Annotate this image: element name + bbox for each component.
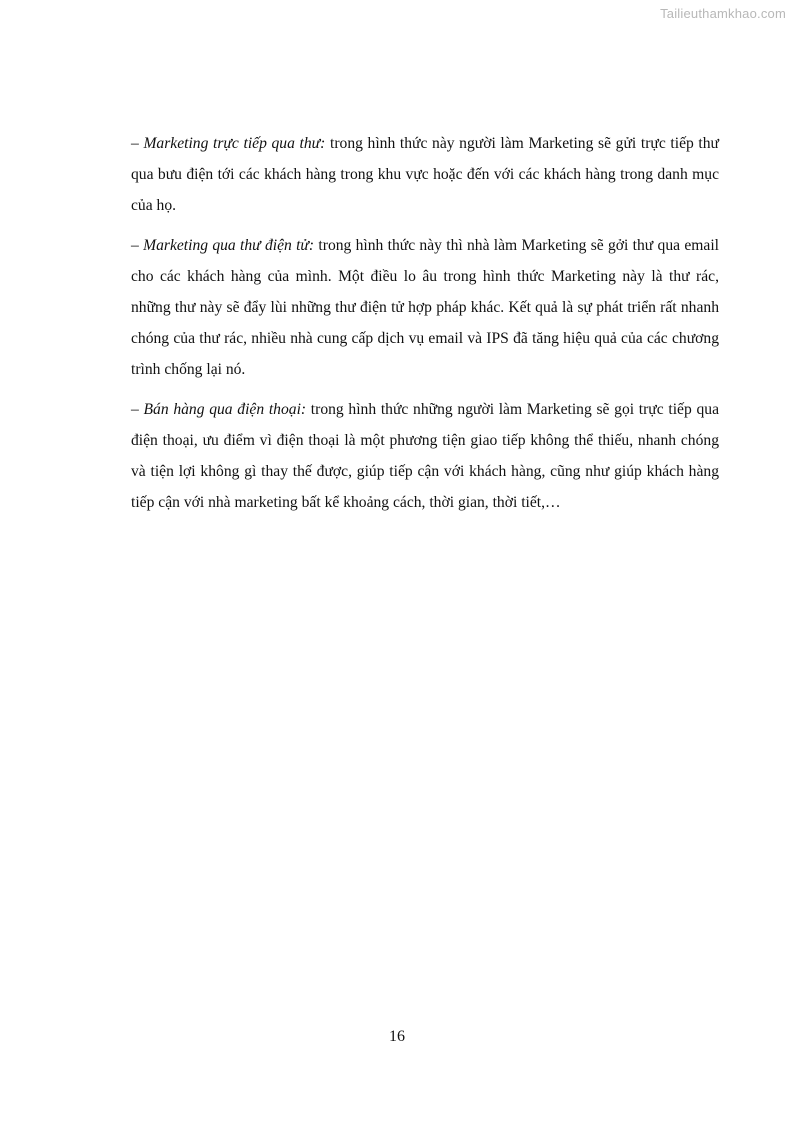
document-body xyxy=(131,128,719,527)
page-number: 16 xyxy=(389,1028,405,1045)
term-telemarketing: Bán hàng qua điện thoại: xyxy=(143,401,307,418)
paragraph-text: trong hình thức này người làm Marketing sẽ gửi trực tiếp thư qua bưu điện tới các khách hàng trong khu vực hoặc đến với các khách hàng trong danh mục của họ. xyxy=(131,135,719,214)
paragraph-text: trong hình thức này thì nhà làm Marketing sẽ gởi thư qua email cho các khách hàng của mình. Một điều lo âu trong hình thức Marketing này là thư rác, những thư này sẽ đẩy lùi những thư điện tử hợp pháp khác. Kết quả là sự phát triển rất nhanh chóng của thư rác, nhiều nhà cung cấp dịch vụ email và IPS đã tăng hiệu quả của các chương trình chống lại nó. xyxy=(131,237,719,378)
term-direct-mail: Marketing trực tiếp qua thư: xyxy=(143,135,326,152)
term-email-marketing: Marketing qua thư điện tử: xyxy=(143,237,315,254)
watermark-text: Tailieuthamkhao.com xyxy=(660,6,786,21)
paragraph-dash: – xyxy=(131,237,144,254)
paragraph-text: trong hình thức những người làm Marketing sẽ gọi trực tiếp qua điện thoại, ưu điểm vì điện thoại là một phương tiện giao tiếp không thể thiếu, nhanh chóng và tiện lợi không gì thay thế được, giúp tiếp cận với khách hàng, cũng như giúp khách hàng tiếp cận với nhà marketing bất kể khoảng cách, thời gian, thời tiết,… xyxy=(131,401,719,511)
paragraph-telemarketing xyxy=(131,394,719,518)
paragraph-dash: – xyxy=(131,401,144,418)
paragraph-direct-mail xyxy=(131,128,719,221)
paragraph-email-marketing xyxy=(131,230,719,385)
paragraph-dash: – xyxy=(131,135,144,152)
